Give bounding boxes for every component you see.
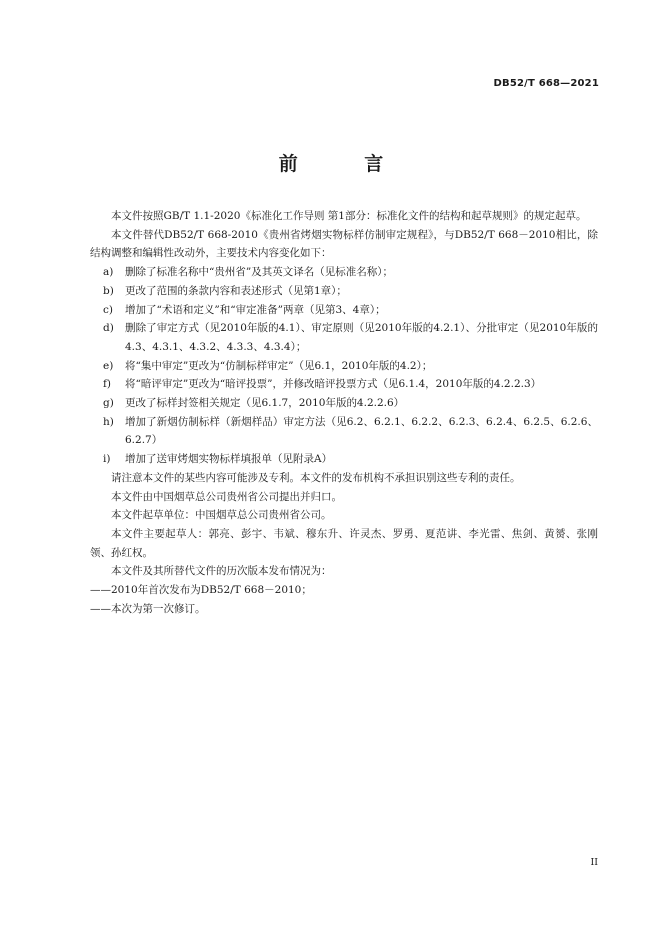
- list-item-text: 更改了范围的条款内容和表述形式（见第1章）；: [125, 284, 347, 297]
- list-item-text: 增加了“术语和定义”和“审定准备”两章（见第3、4章）；: [125, 303, 386, 316]
- list-item-label: b): [103, 284, 114, 297]
- list-item-label: a): [103, 266, 114, 279]
- list-item-label: g): [103, 397, 114, 410]
- list-item: [90, 413, 598, 450]
- list-item-text: 增加了新烟仿制标样（新烟样品）审定方法（见6.2、6.2.1、6.2.2、6.2.3、6.2.4、6.2.5、6.2.6、6.2.7）: [125, 415, 598, 447]
- standard-code: DB52/T 668—2021: [493, 78, 599, 89]
- foreword-body: [90, 207, 598, 618]
- page-number: II: [590, 857, 598, 868]
- list-item-label: h): [103, 415, 114, 428]
- list-item-label: e): [103, 359, 114, 372]
- list-item: [90, 282, 598, 301]
- list-item-text: 更改了标样封签相关规定（见6.1.7，2010年版的4.2.2.6）: [125, 397, 405, 410]
- list-item-text: 删除了标准名称中“贵州省”及其英文译名（见标准名称）；: [125, 266, 393, 279]
- list-item-label: i): [103, 453, 111, 466]
- list-item: [90, 375, 598, 394]
- history-intro-paragraph: 本文件及其所替代文件的历次版本发布情况为：: [111, 565, 332, 578]
- history-item: ——2010年首次发布为DB52/T 668－2010；: [90, 584, 312, 597]
- list-item: [90, 263, 598, 282]
- list-item: [90, 450, 598, 469]
- list-item-text: 将“集中审定”更改为“仿制标样审定”（见6.1，2010年版的4.2）；: [125, 359, 433, 372]
- drafting-unit-paragraph: 本文件起草单位：中国烟草总公司贵州省公司。: [111, 509, 332, 522]
- page-title: 前 言: [278, 153, 414, 175]
- intro-paragraph: 本文件按照GB/T 1.1-2020《标准化工作导则 第1部分：标准化文件的结构和起草规则》的规定起草。: [111, 210, 587, 222]
- list-item-text: 增加了送审烤烟实物标样填报单（见附录A）: [125, 453, 333, 466]
- list-item: [90, 319, 598, 356]
- changes-list: [90, 263, 598, 469]
- list-item-text: 将“暗评审定”更改为“暗评投票”，并修改暗评投票方式（见6.1.4，2010年版的4.2.2.3）: [125, 378, 542, 391]
- history-item: ——本次为第一次修订。: [90, 602, 206, 615]
- intro-paragraph: 本文件替代DB52/T 668-2010《贵州省烤烟实物标样仿制审定规程》，与DB52/T 668－2010相比，除结构调整和编辑性改动外，主要技术内容变化如下：: [90, 228, 598, 260]
- list-item: [90, 357, 598, 376]
- list-item: [90, 394, 598, 413]
- list-item-label: c): [103, 303, 113, 316]
- list-item-label: f): [103, 378, 111, 391]
- list-item-label: d): [103, 322, 114, 335]
- proposer-paragraph: 本文件由中国烟草总公司贵州省公司提出并归口。: [111, 490, 342, 503]
- list-item: [90, 301, 598, 320]
- drafters-paragraph: 本文件主要起草人：郭亮、彭宇、韦斌、穆东升、许灵杰、罗勇、夏范讲、李光雷、焦剑、黄赟、张刚领、孙红权。: [90, 527, 598, 559]
- patent-notice: 请注意本文件的某些内容可能涉及专利。本文件的发布机构不承担识别这些专利的责任。: [111, 471, 521, 484]
- list-item-text: 删除了审定方式（见2010年版的4.1）、审定原则（见2010年版的4.2.1）、分批审定（见2010年版的4.3、4.3.1、4.3.2、4.3.3、4.3.4）；: [125, 322, 598, 353]
